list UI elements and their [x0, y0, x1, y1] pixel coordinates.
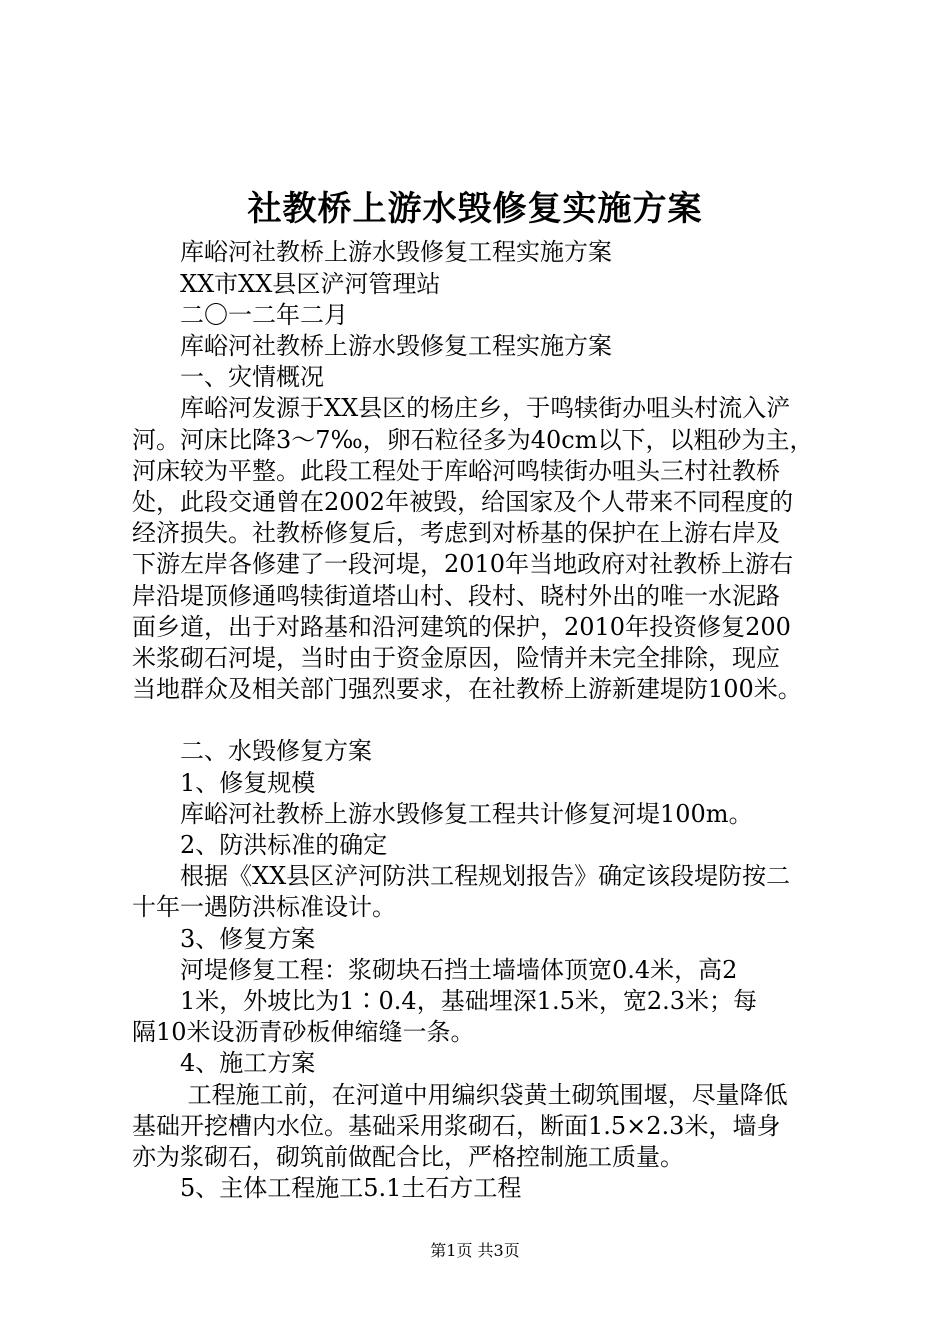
text-line: 河。河床比降3～7‰，卵石粒径多为40cm以下，以粗砂为主， [132, 426, 814, 454]
section-heading: 二、水毁修复方案 [132, 737, 372, 765]
subsection-heading: 4、施工方案 [132, 1049, 316, 1077]
section-heading: 一、灾情概况 [132, 363, 324, 391]
text-line: 1米，外坡比为1∶0.4，基础埋深1.5米，宽2.3米；每 [132, 987, 758, 1015]
text-line: 处，此段交通曾在2002年被毁，给国家及个人带来不同程度的 [132, 488, 794, 516]
text-line: 基础开挖槽内水位。基础采用浆砌石，断面1.5×2.3米，墙身 [132, 1112, 781, 1140]
text-line: 隔10米设沥青砂板伸缩缝一条。 [132, 1018, 475, 1046]
subsection-heading: 1、修复规模 [132, 769, 316, 797]
subsection-heading: 2、防洪标准的确定 [132, 831, 388, 859]
text-line: 米浆砌石河堤，当时由于资金原因，险情并未完全排除，现应 [132, 644, 780, 672]
text-line: 面乡道，出于对路基和沿河建筑的保护，2010年投资修复200 [132, 613, 791, 641]
text-line: 下游左岸各修建了一段河堤，2010年当地政府对社教桥上游右 [132, 550, 794, 578]
text-line: 十年一遇防洪标准设计。 [132, 893, 396, 921]
text-line: 河床较为平整。此段工程处于库峪河鸣犊街办咀头三村社教桥 [132, 457, 780, 485]
text-line: 二〇一二年二月 [132, 301, 348, 329]
text-line: 库峪河社教桥上游水毁修复工程实施方案 [132, 238, 612, 266]
text-line: 当地群众及相关部门强烈要求，在社教桥上游新建堤防100米。 [132, 675, 802, 703]
text-line: 根据《XX县区浐河防洪工程规划报告》确定该段堤防按二 [132, 862, 791, 890]
text-line: 库峪河社教桥上游水毁修复工程实施方案 [132, 332, 612, 360]
page-number: 第1页 共3页 [430, 1241, 520, 1260]
text-line: 库峪河社教桥上游水毁修复工程共计修复河堤100m。 [132, 800, 753, 828]
text-line: 工程施工前，在河道中用编织袋黄土砌筑围堰，尽量降低 [132, 1081, 788, 1109]
text-line: 岸沿堤顶修通鸣犊街道塔山村、段村、晓村外出的唯一水泥路 [132, 582, 780, 610]
document-title: 社教桥上游水毁修复实施方案 [247, 189, 703, 229]
subsection-heading: 5、主体工程施工5.1土石方工程 [132, 1174, 522, 1202]
text-line: 经济损失。社教桥修复后，考虑到对桥基的保护在上游右岸及 [132, 519, 780, 547]
subsection-heading: 3、修复方案 [132, 925, 316, 953]
text-line: 库峪河发源于XX县区的杨庄乡，于鸣犊街办咀头村流入浐 [132, 394, 791, 422]
text-line: XX市XX县区浐河管理站 [132, 270, 441, 298]
text-line: 河堤修复工程：浆砌块石挡土墙墙体顶宽0.4米，高2 [132, 956, 738, 984]
text-line: 亦为浆砌石，砌筑前做配合比，严格控制施工质量。 [132, 1143, 684, 1171]
